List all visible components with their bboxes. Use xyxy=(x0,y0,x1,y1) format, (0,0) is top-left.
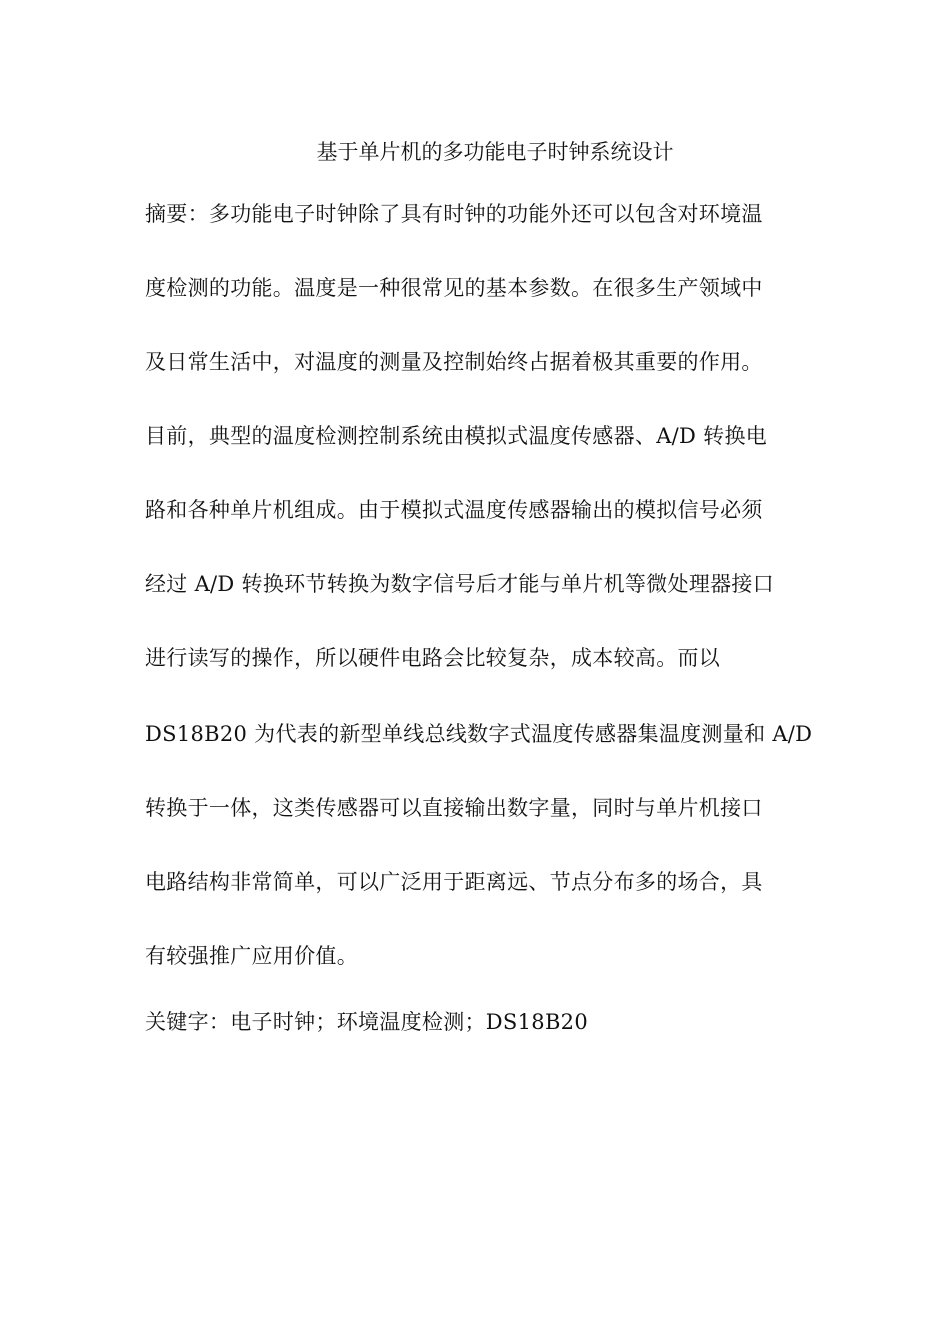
abstract-line: 摘要：多功能电子时钟除了具有时钟的功能外还可以包含对环境温 xyxy=(145,202,763,226)
keywords-line: 关键字：电子时钟；环境温度检测；DS18B20 xyxy=(145,1010,588,1034)
abstract-line: 及日常生活中，对温度的测量及控制始终占据着极其重要的作用。 xyxy=(145,350,763,374)
abstract-line: 有较强推广应用价值。 xyxy=(145,944,358,968)
abstract-line: 转换于一体，这类传感器可以直接输出数字量，同时与单片机接口 xyxy=(145,796,763,820)
abstract-line: 经过 A/D 转换环节转换为数字信号后才能与单片机等微处理器接口 xyxy=(145,572,775,596)
abstract-line: 目前，典型的温度检测控制系统由模拟式温度传感器、A/D 转换电 xyxy=(145,424,768,448)
abstract-line: DS18B20 为代表的新型单线总线数字式温度传感器集温度测量和 A/D xyxy=(145,722,813,746)
abstract-line: 进行读写的操作，所以硬件电路会比较复杂，成本较高。而以 xyxy=(145,646,721,670)
abstract-line: 度检测的功能。温度是一种很常见的基本参数。在很多生产领域中 xyxy=(145,276,763,300)
document-title: 基于单片机的多功能电子时钟系统设计 xyxy=(316,140,674,164)
abstract-line: 路和各种单片机组成。由于模拟式温度传感器输出的模拟信号必须 xyxy=(145,498,763,522)
abstract-line: 电路结构非常简单，可以广泛用于距离远、节点分布多的场合，具 xyxy=(145,870,763,894)
